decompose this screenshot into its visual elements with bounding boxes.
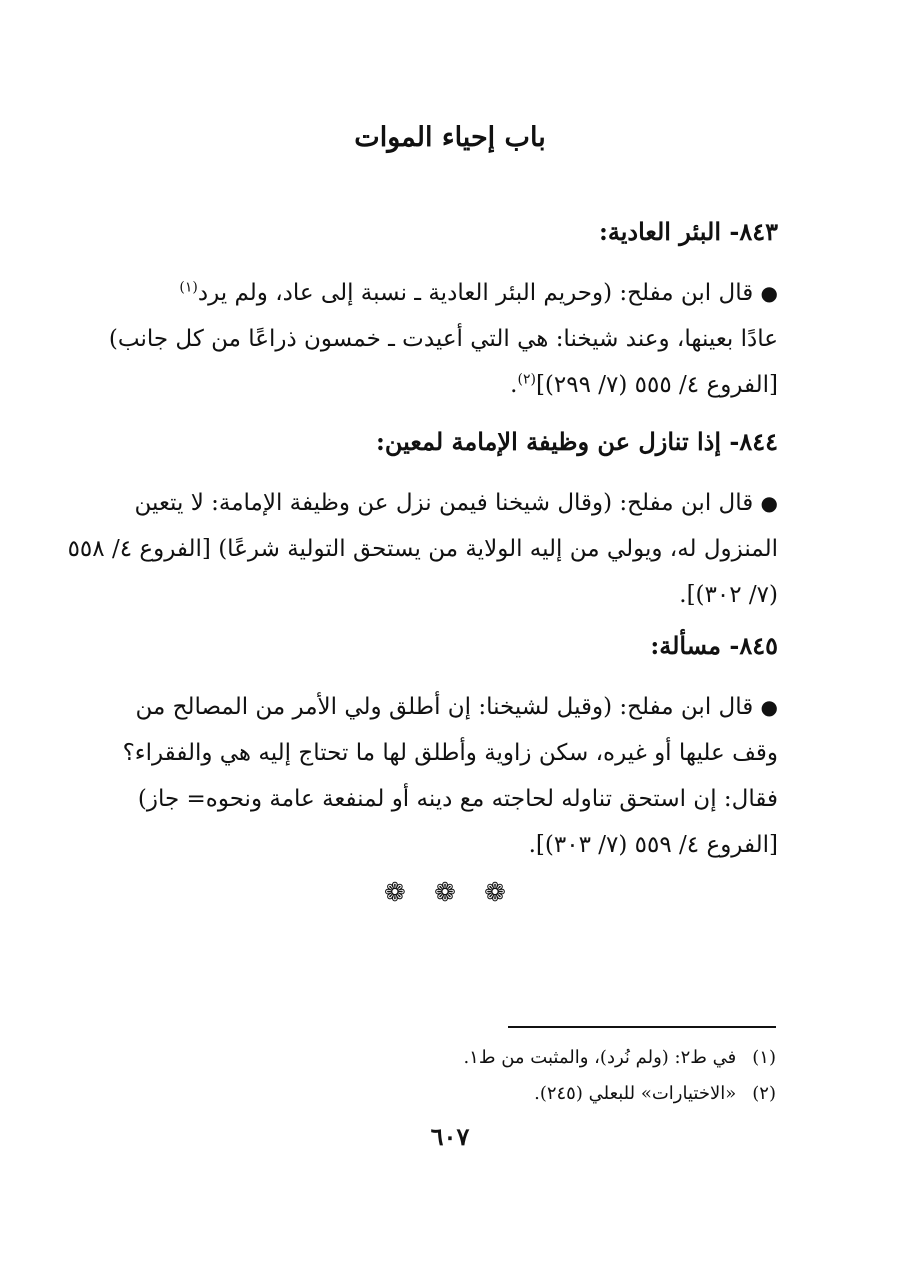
bullet-icon: ● [760,491,778,515]
line-text: [الفروع ٤/ ٥٥٥ (٧/ ٢٩٩)] [535,372,778,398]
paragraph-line: المنزول له، ويولي من إليه الولاية من يستحق التولية شرعًا) [الفروع ٤/ ٥٥٨ [67,536,778,562]
paragraph-line: فقال: إن استحق تناوله لحاجته مع دينه أو لمنفعة عامة ونحوه= جاز) [137,786,778,812]
section-heading: ٨٤٤- إذا تنازل عن وظيفة الإمامة لمعين: [376,427,778,456]
section-divider-ornaments: ❁ ❁ ❁ [384,878,516,908]
line-text: قال ابن مفلح: (وحريم البئر العادية ـ نسبة إلى عاد، ولم يرد [197,280,754,306]
bullet-icon: ● [760,695,778,719]
section-845 [120,626,778,868]
section-844 [67,422,778,618]
paragraph-line [120,684,778,730]
section-heading: ٨٤٥- مسألة: [650,631,778,660]
section-843 [108,212,778,408]
footnote-ref: (١) [179,279,198,296]
footnote-separator [508,1026,776,1028]
footnote-number: (٢) [752,1083,776,1104]
paragraph-line: (٧/ ٣٠٢)]. [679,582,778,608]
page-number: ٦٠٧ [430,1122,470,1151]
section-paragraph [108,270,778,408]
paragraph-line: [الفروع ٤/ ٥٥٩ (٧/ ٣٠٣)]. [528,832,778,858]
section-heading: ٨٤٣- البئر العادية: [598,217,778,246]
paragraph-line [120,362,778,408]
paragraph-line: وقف عليها أو غيره، سكن زاوية وأطلق لها ما تحتاج إليه هي والفقراء؟ [122,740,778,766]
footnote-item [120,1076,776,1112]
paragraph-line [120,480,778,526]
section-paragraph [120,684,778,868]
bullet-icon: ● [760,281,778,305]
footnote-text: «الاختيارات» للبعلي (٢٤٥). [534,1083,737,1104]
section-paragraph [67,480,778,618]
footnote-ref: (٢) [517,371,536,388]
paragraph-line [120,270,778,316]
line-end: . [510,372,518,398]
footnote-item [120,1040,776,1076]
footnote-text: في ط٢: (ولم نُرد)، والمثبت من ط١. [463,1047,737,1068]
line-text: قال ابن مفلح: (وقيل لشيخنا: إن أطلق ولي الأمر من المصالح من [135,694,754,720]
paragraph-line: عادًا بعينها، وعند شيخنا: هي التي أعيدت ـ خمسون ذراعًا من كل جانب) [108,326,778,352]
chapter-title: باب إحياء الموات [354,122,546,153]
footnotes [120,1040,776,1112]
line-text: قال ابن مفلح: (وقال شيخنا فيمن نزل عن وظيفة الإمامة: لا يتعين [134,490,754,516]
footnote-number: (١) [752,1047,776,1068]
